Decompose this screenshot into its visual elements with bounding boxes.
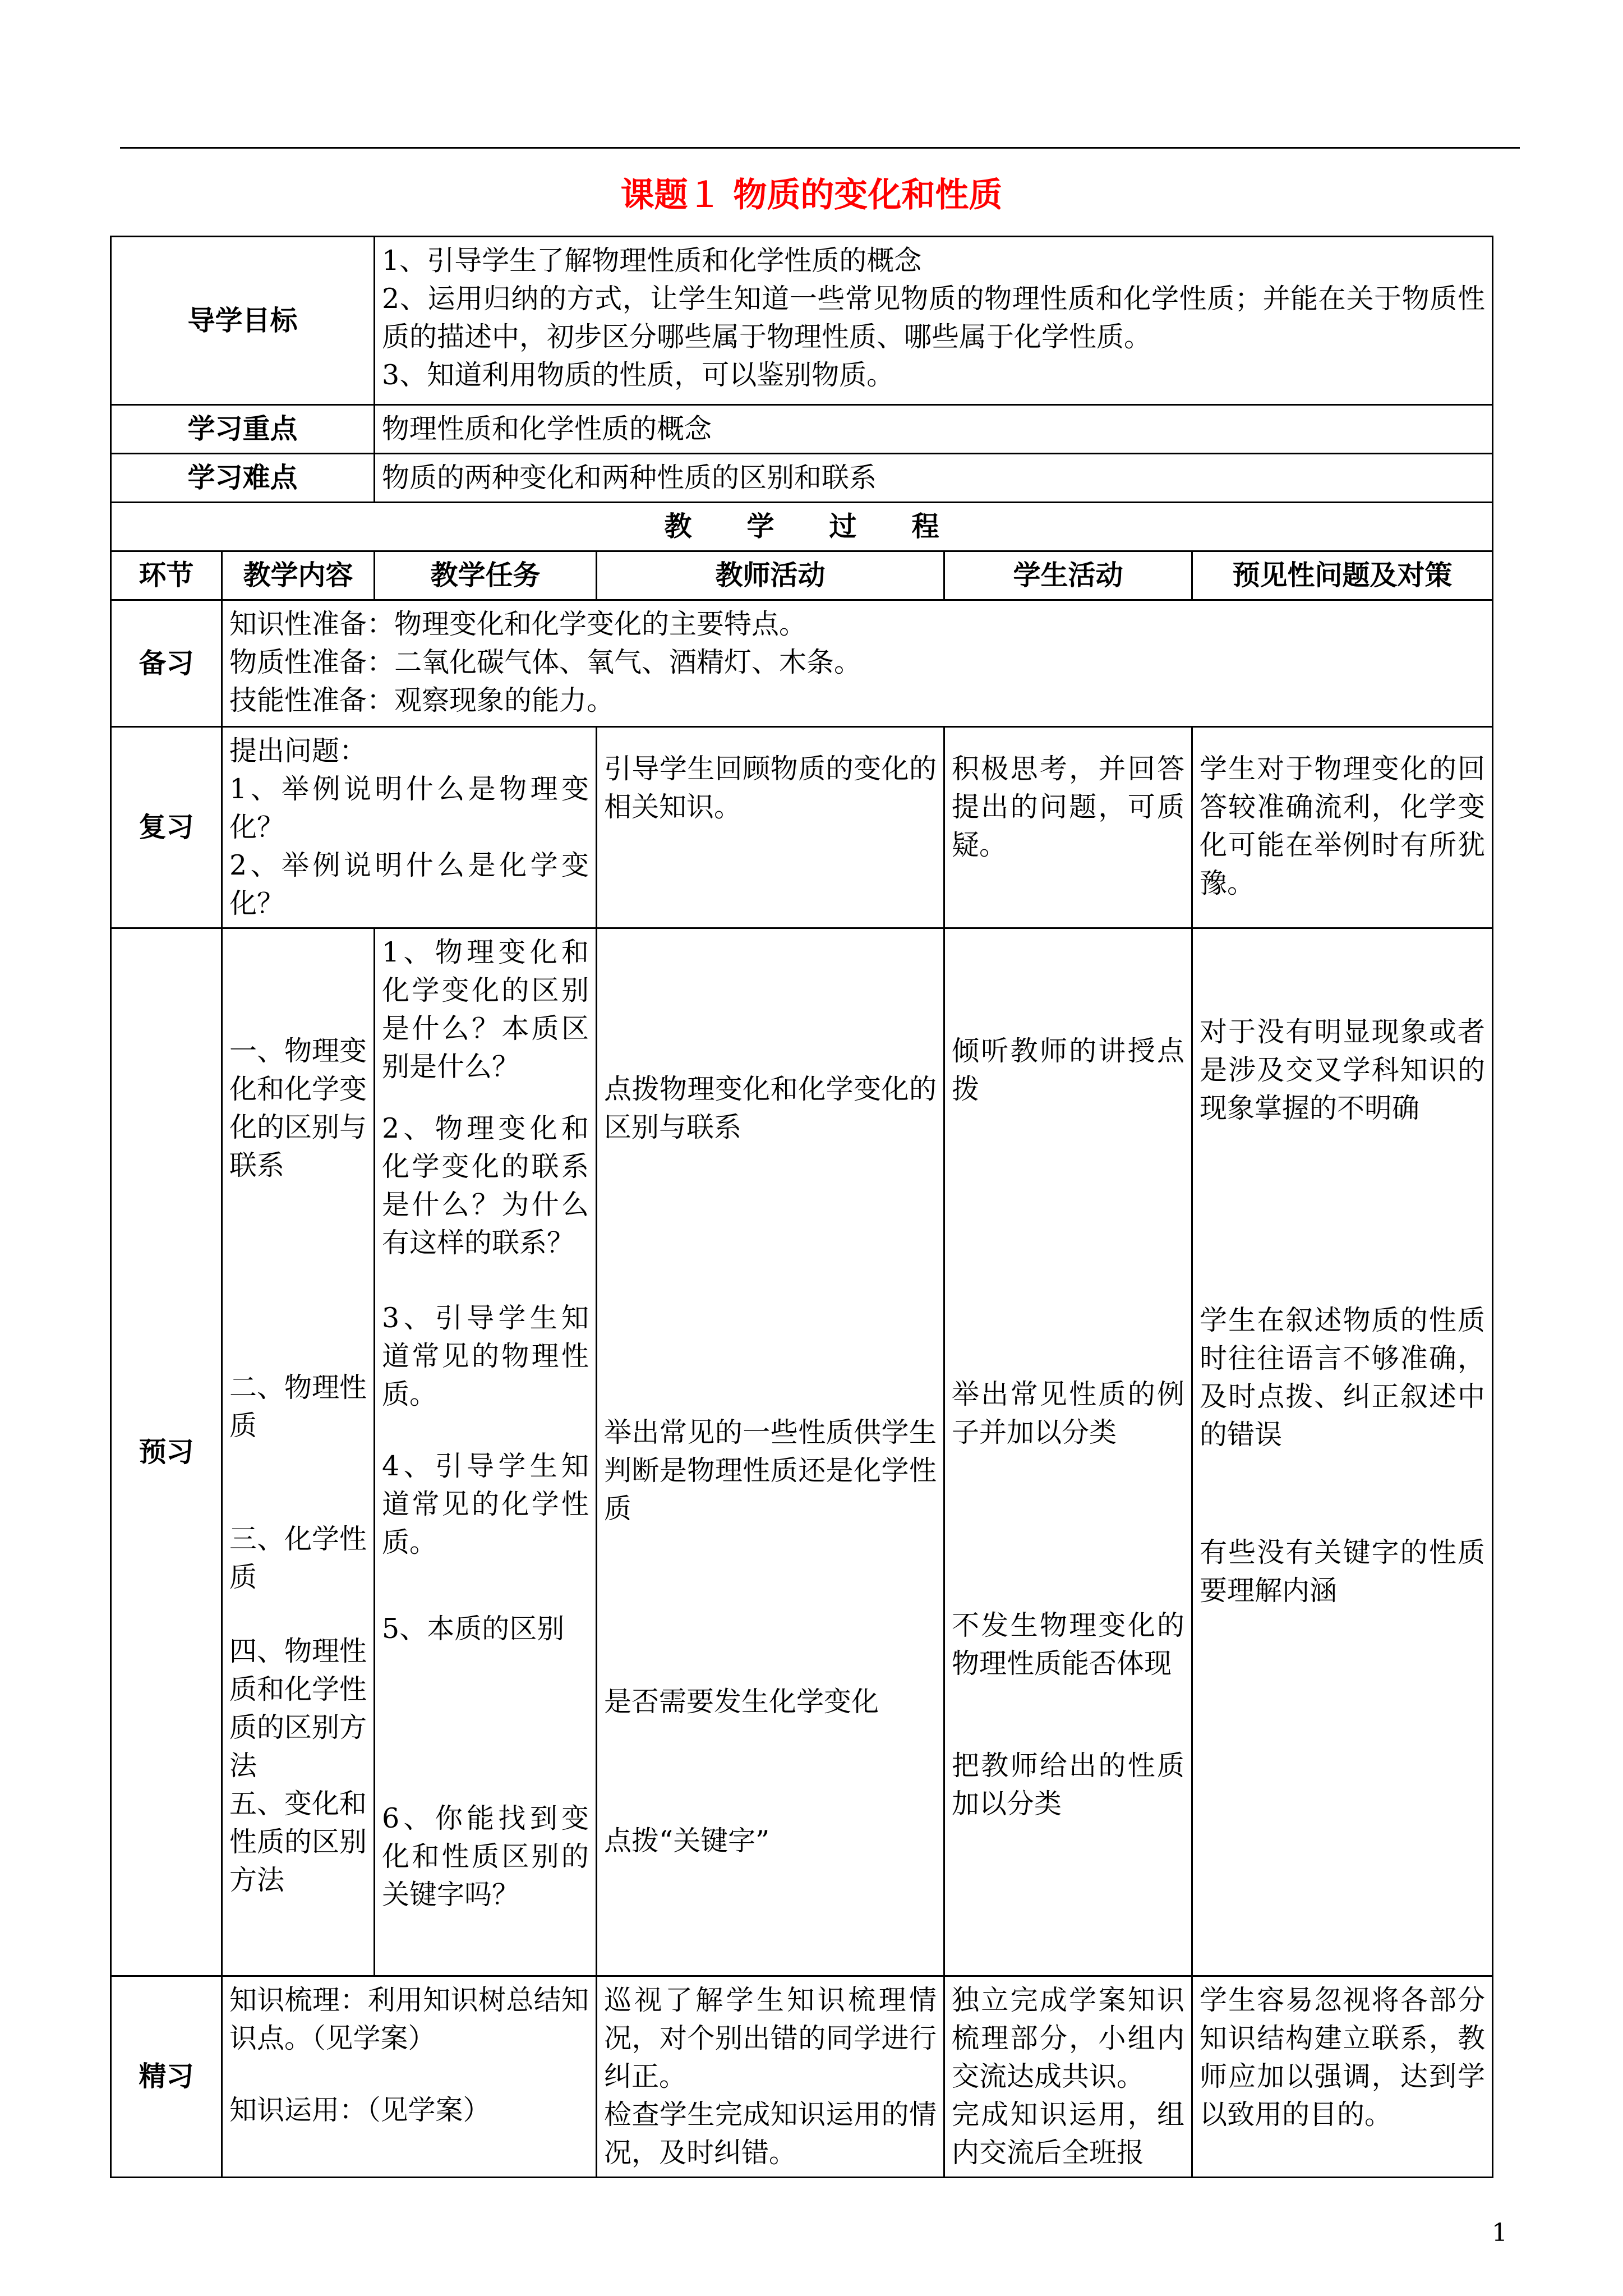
column-header: 学生活动 <box>944 551 1192 600</box>
review-teacher: 引导学生回顾物质的变化的相关知识。 <box>597 727 944 928</box>
key-point-label: 学习重点 <box>111 405 375 454</box>
process-heading-row <box>111 503 1493 551</box>
teacher-activity: 点拨“关键字” <box>604 1825 770 1857</box>
column-header: 教学内容 <box>222 551 375 600</box>
prep-cell <box>222 600 1493 727</box>
column-header: 预见性问题及对策 <box>1192 551 1493 600</box>
teacher-activity: 点拨物理变化和化学变化的区别与联系 <box>604 1073 937 1143</box>
practice-item: 知识运用：（见学案） <box>229 2094 491 2126</box>
column-header: 教师活动 <box>597 551 944 600</box>
page-number: 1 <box>1492 2219 1507 2247</box>
content-item: 四、物理性质和化学性质的区别方法 <box>229 1635 367 1782</box>
stage-label: 复习 <box>111 727 222 928</box>
objectives-row <box>111 237 1493 405</box>
objective-item: 2、运用归纳的方式，让学生知道一些常见物质的物理性质和化学性质；并能在关于物质性质的描述中，初步区分哪些属于物理性质、哪些属于化学性质。 <box>382 283 1486 353</box>
process-heading: 教 学 过 程 <box>111 503 1493 551</box>
column-header: 环节 <box>111 551 222 600</box>
task-item: 1、物理变化和化学变化的区别是什么？本质区别是什么？ <box>382 936 589 1083</box>
column-header-row <box>111 551 1493 600</box>
preview-teacher <box>597 928 944 1976</box>
key-point-row <box>111 405 1493 454</box>
content-item: 三、化学性质 <box>229 1523 367 1593</box>
task-item: 6、你能找到变化和性质区别的关键字吗？ <box>382 1802 589 1911</box>
student-activity: 不发生物理变化的物理性质能否体现 <box>952 1609 1185 1680</box>
practice-content <box>222 1976 597 2178</box>
student-activity: 倾听教师的讲授点拨 <box>952 1035 1185 1105</box>
student-activity: 把教师给出的性质加以分类 <box>952 1750 1185 1820</box>
preview-row <box>111 928 1493 1976</box>
header-rule <box>120 147 1520 149</box>
practice-student <box>944 1976 1192 2178</box>
prep-line: 物质性准备：二氧化碳气体、氧气、酒精灯、木条。 <box>229 646 862 678</box>
objectives-cell <box>375 237 1493 405</box>
difficulty-row <box>111 454 1493 503</box>
page-title: 课题１ 物质的变化和性质 <box>620 176 1003 215</box>
task-item: 4、引导学生知道常见的化学性质。 <box>382 1450 589 1558</box>
issue-item: 对于没有明显现象或者是涉及交叉学科知识的现象掌握的不明确 <box>1200 1016 1486 1124</box>
task-item: 2、物理变化和化学变化的联系是什么？为什么有这样的联系？ <box>382 1112 589 1259</box>
review-student: 积极思考，并回答提出的问题，可质疑。 <box>944 727 1192 928</box>
content-item: 二、物理性质 <box>229 1372 367 1442</box>
review-issues: 学生对于物理变化的回答较准确流利，化学变化可能在举例时有所犹豫。 <box>1192 727 1493 928</box>
column-header: 教学任务 <box>375 551 597 600</box>
review-content: 提出问题： 1、举例说明什么是物理变化？ 2、举例说明什么是化学变化？ <box>222 727 597 928</box>
task-item: 5、本质的区别 <box>382 1613 565 1645</box>
practice-row <box>111 1976 1493 2178</box>
content-item: 五、变化和性质的区别方法 <box>229 1788 367 1896</box>
prep-line: 技能性准备：观察现象的能力。 <box>229 684 615 716</box>
prep-line: 知识性准备：物理变化和化学变化的主要特点。 <box>229 608 807 640</box>
teacher-activity: 举出常见的一些性质供学生判断是物理性质还是化学性质 <box>604 1416 937 1525</box>
difficulty-text: 物质的两种变化和两种性质的区别和联系 <box>375 454 1493 503</box>
practice-item: 知识梳理：利用知识树总结知识点。（见学案） <box>229 1984 589 2054</box>
teacher-activity: 巡视了解学生知识梳理情况，对个别出错的同学进行纠正。 <box>604 1984 937 2092</box>
issue-item: 有些没有关键字的性质要理解内涵 <box>1200 1536 1486 1607</box>
objectives-label: 导学目标 <box>111 237 375 405</box>
stage-label: 精习 <box>111 1976 222 2178</box>
prep-row <box>111 600 1493 727</box>
practice-teacher <box>597 1976 944 2178</box>
key-point-text: 物理性质和化学性质的概念 <box>375 405 1493 454</box>
stage-label: 备习 <box>111 600 222 727</box>
preview-content <box>222 928 375 1976</box>
teacher-activity: 检查学生完成知识运用的情况，及时纠错。 <box>604 2099 937 2169</box>
student-activity: 举出常见性质的例子并加以分类 <box>952 1378 1185 1448</box>
student-activity: 独立完成学案知识梳理部分，小组内交流达成共识。 <box>952 1984 1185 2092</box>
issue-item: 学生在叙述物质的性质时往往语言不够准确，及时点拨、纠正叙述中的错误 <box>1200 1304 1486 1451</box>
stage-label: 预习 <box>111 928 222 1976</box>
preview-issues <box>1192 928 1493 1976</box>
content-item: 一、物理变化和化学变化的区别与联系 <box>229 1035 367 1181</box>
review-row <box>111 727 1493 928</box>
preview-tasks <box>375 928 597 1976</box>
task-item: 3、引导学生知道常见的物理性质。 <box>382 1302 589 1410</box>
objective-item: 1、引导学生了解物理性质和化学性质的概念 <box>382 245 922 277</box>
student-activity: 完成知识运用，组内交流后全班报 <box>952 2099 1185 2169</box>
objective-item: 3、知道利用物质的性质，可以鉴别物质。 <box>382 359 895 391</box>
practice-issues: 学生容易忽视将各部分知识结构建立联系，教师应加以强调，达到学以致用的目的。 <box>1192 1976 1493 2178</box>
teacher-activity: 是否需要发生化学变化 <box>604 1686 879 1718</box>
preview-student <box>944 928 1192 1976</box>
lesson-plan-table <box>110 236 1493 2178</box>
difficulty-label: 学习难点 <box>111 454 375 503</box>
